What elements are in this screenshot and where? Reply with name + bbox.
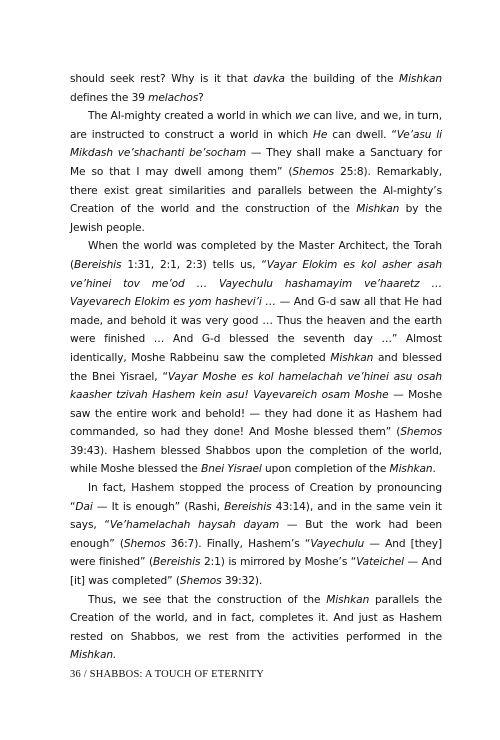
italic-term: Ve’asu li Mikdash ve’shachanti be’socham (70, 128, 442, 160)
italic-term: we (295, 110, 311, 123)
text-run: 39:43). Hashem blessed Shabbos upon the completion of the world, while Moshe blessed the (70, 444, 442, 476)
text-run: can live, and we, in turn, are instructed to construct a world in which (70, 110, 442, 141)
paragraph-conclusion (70, 591, 442, 665)
page-footer: 36 / SHABBOS: A TOUCH OF ETERNITY (70, 669, 265, 680)
italic-term: He (313, 128, 328, 141)
text-run: ? (198, 91, 204, 104)
text-run: — And G-d saw all that He had made, and behold it was very good … Thus the heaven and the earth were finished … And G-d blessed the seventh day …” Almost identically, Moshe Rabbeinu saw the completed (70, 296, 442, 364)
text-run: Thus, we see that the construction of the (88, 593, 327, 606)
text-run: should seek rest? Why is it that (70, 73, 254, 85)
text-run: When the world was completed by the Master Architect, the Torah ( (70, 240, 442, 271)
text-run: 36:7). Finally, Hashem’s “ (165, 537, 311, 550)
text-run: and blessed the Bnei Yisrael, “ (70, 351, 442, 383)
text-run: The Al-mighty created a world in which (88, 110, 296, 123)
italic-term: melachos (148, 91, 199, 104)
italic-term: Bereishis (74, 258, 122, 271)
text-run: the building of the (284, 73, 400, 85)
italic-term: Vateichel (356, 556, 404, 569)
text-run: 39:32). (221, 575, 263, 588)
text-run: parallels the Creation of the world, and in fact, completes it. And just as Hashem rested on Shabbos, we rest from the activities performed in the (70, 593, 443, 643)
text-run: upon completion of the (261, 463, 390, 476)
text-run: by the Jewish people. (70, 203, 442, 234)
italic-term: Shemos (400, 426, 442, 439)
text-run: 2:1) is mirrored by Moshe’s “ (200, 556, 357, 569)
italic-term: Mishkan (326, 593, 370, 606)
italic-term: Vayar Moshe es kol hamelachah ve’hinei asu osah kaasher tzivah Hashem kein asu! Vayevareich osam Moshe (70, 370, 442, 402)
text-run: — Moshe saw the entire work and behold! — they had done it as Hashem had commanded, so had they done! And Moshe blessed them” ( (70, 389, 442, 439)
paragraph-completion (70, 237, 442, 479)
text-run: In fact, Hashem stopped the process of Creation by pronouncing “ (70, 482, 442, 513)
text-run: 43:14), and in the same vein it says, “ (70, 500, 442, 532)
italic-term: Dai (75, 500, 93, 513)
text-run: . (432, 463, 436, 476)
text-run: — It is enough” (Rashi, (92, 500, 225, 513)
italic-term: Shemos (123, 537, 166, 550)
paragraph-dai (70, 479, 442, 591)
italic-term: Shemos (179, 575, 222, 588)
italic-term: Vayechulu (310, 537, 365, 550)
italic-term: Bereishis (224, 500, 272, 513)
italic-term: Mishkan (330, 351, 374, 364)
page-body (70, 70, 442, 665)
text-run: 1:31, 2:1, 2:3) tells us, “ (121, 258, 267, 271)
italic-term: Bnei Yisrael (201, 463, 262, 476)
text-run: — And [they] were finished” ( (70, 537, 442, 569)
paragraph-continued (70, 70, 442, 107)
text-run: — And [it] was completed” ( (70, 556, 442, 588)
italic-term: Bereishis (153, 556, 201, 569)
italic-term: Mishkan (399, 73, 442, 85)
italic-term: Mishkan. (70, 649, 117, 662)
italic-term: Vayar Elokim es kol asher asah ve’hinei tov me’od … Vayechulu hashamayim ve’haaretz … Vayevarech Elokim es yom hashevi’i … (70, 258, 442, 309)
italic-term: Mishkan (356, 203, 400, 216)
italic-term: Shemos (292, 165, 335, 178)
text-run: defines the 39 (70, 91, 149, 104)
text-run: can dwell. “ (327, 128, 397, 141)
text-run: — But the work had been enough” ( (70, 519, 443, 550)
italic-term: Mishkan (389, 463, 433, 476)
italic-term: Ve’hamelachah haysah dayam (109, 519, 280, 532)
paragraph-creation (70, 107, 442, 237)
text-run: 25:8). Remarkably, there exist great similarities and parallels between the Al-mighty’s Creation of the world and the construction of the (70, 165, 442, 216)
text-run: — They shall make a Sanctuary for Me so that I may dwell among them” ( (70, 147, 442, 178)
italic-term: davka (253, 73, 285, 85)
